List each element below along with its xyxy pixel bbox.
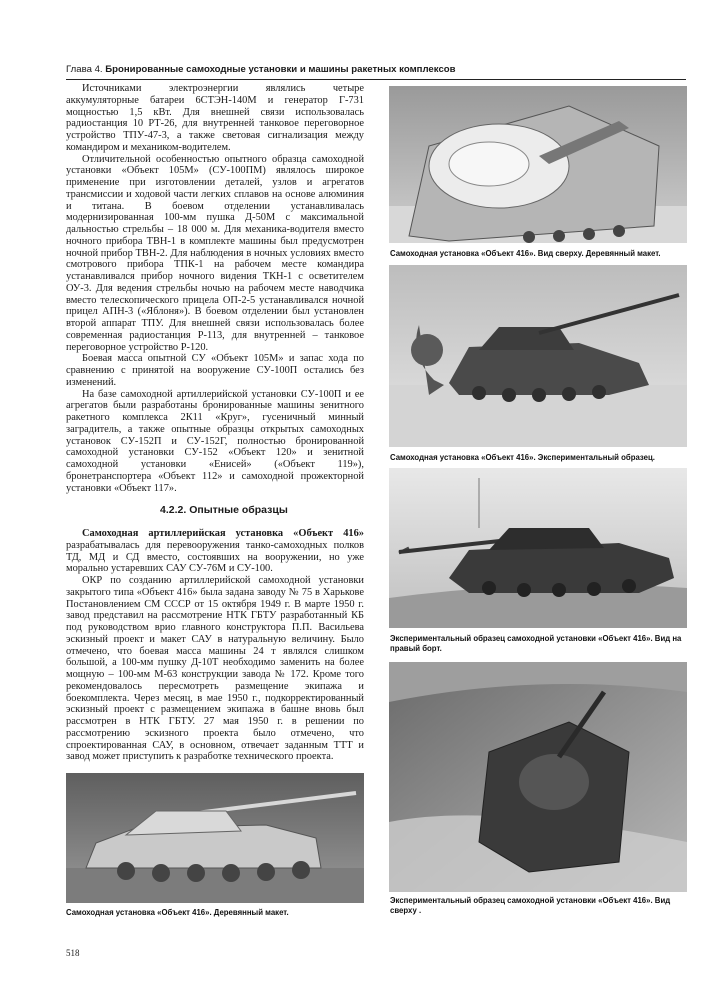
- caption-photo2: Самоходная установка «Объект 416». Экспериментальный образец.: [390, 453, 655, 462]
- caption-photo1: Самоходная установка «Объект 416». Вид сверху. Деревянный макет.: [390, 249, 661, 258]
- caption-photo3: Экспериментальный образец самоходной установки «Объект 416». Вид на правый борт.: [390, 634, 682, 653]
- section-title: 4.2.2. Опытные образцы: [160, 504, 288, 516]
- section-body-text: [66, 528, 364, 763]
- paragraph: Источниками электроэнергии являлись четыре аккумуляторные батареи 6СТЭН-140М и генератор Г-731 мощностью 1,5 кВт. Для внешней связи использовалась радиостанция 10 РТ-26, для внутренней танковое переговорное устройство ТПУ-47-3, а также световая сигнализация между командиром и механиком-водителем.: [66, 83, 364, 153]
- caption-photo5: Самоходная установка «Объект 416». Деревянный макет.: [66, 908, 289, 917]
- caption-photo4: Экспериментальный образец самоходной установки «Объект 416». Вид сверху .: [390, 896, 671, 915]
- photo-experimental-sample: [389, 265, 687, 447]
- chapter-number: Глава 4.: [66, 64, 103, 75]
- paragraph: ОКР по созданию артиллерийской самоходной установки закрытого типа «Объект 416» была задана заводу № 75 в Харькове Постановлением СМ СССР от 15 октября 1949 г. В марте 1950 г. завод представил на рассмотрение НТК ГБТУ разработанный КБ под руководством врио главного конструктора П.П. Васильева эскизный проект и макет САУ в натуральную величину. Было отмечено, что боевая масса машины 24 т являлся слишком большой, а 100-мм пушку Д-10Т необходимо заменить на более мощную – 100-мм М-63 конструкции завода № 172. Кроме того рекомендовалось пересмотреть размещение экипажа и боекомплекта. Через месяц, в мае 1950 г., подкорректированный эскизный проект с размещением экипажа в башне вновь был рассмотрен в НТК ГБТУ. 27 мая 1950 г. в решении по рассмотрению эскизного проекта было отмечено, что спроектированная САУ, в основном, отвечает заданным ТТТ и завод может приступить к разработке технического проекта.: [66, 575, 364, 763]
- chapter-title: Бронированные самоходные установки и машины ракетных комплексов: [105, 64, 456, 75]
- section-subtitle: Самоходная артиллерийская установка «Объект 416»: [82, 528, 364, 539]
- photo-wooden-mockup-side: [66, 773, 364, 903]
- paragraph: Отличительной особенностью опытного образца самоходной установки «Объект 105М» (СУ-100ПМ) являлось широкое применение при изготовлении деталей, узлов и агрегатов трансмиссии и ходовой части легких сплавов на основе алюминия и титана. В боевом отделении устанавливалась модернизированная 100-мм пушка Д-50М с максимальной дальностью стрельбы – 18 000 м. Для механика-водителя вместо ночного прибора ТВН-1 в комплекте машины был предусмотрен ночной прибор ТВН-2. Для наблюдения в ночных условиях вместо смотрового прибора ТПК-1 на рабочем месте командира устанавливался прибор ночного видения ТКН-1 с осветителем ОУ-3. Для ведения стрельбы ночью на рабочем месте наводчика вместо телескопического прицела ОП-2-5 устанавливался ночной прицел АПН-3 («Яблоня»). В боевом отделении был установлен второй аппарат ТПУ. Для внешней связи использовалась более современная радиостанция Р-113, для внутренней – танковое переговорное устройство Р-120.: [66, 153, 364, 353]
- paragraph: На базе самоходной артиллерийской установки СУ-100П и ее агрегатов были разработаны бронированные машины зенитного ракетного комплекса 2К11 «Круг», гусеничный минный заградитель, а также опытные образцы открытых самоходных установок СУ-152П и СУ-152Г, полностью бронированной самоходной установки СУ-152 «Объект 120» и зенитной самоходной установки «Енисей» («Объект 119»), бронетранспортера «Объект 112» и самоходной прожекторной установки «Объект 117».: [66, 388, 364, 494]
- left-column-text: [66, 83, 364, 494]
- photo-right-side-view: [389, 468, 687, 628]
- header-rule: [66, 79, 686, 80]
- paragraph-text: разрабатывалась для перевооружения танко-самоходных полков ТД, МД и СД вместо, состоявших на вооружении, но уже морально устаревших САУ СУ-76М и СУ-100.: [66, 539, 364, 575]
- photo-mockup-top-view: [389, 86, 687, 243]
- paragraph: Боевая масса опытной СУ «Объект 105М» и запас хода по сравнению с принятой на вооружение СУ-100П остались без изменений.: [66, 353, 364, 388]
- photo-top-view-experimental: [389, 662, 687, 892]
- page-number: 518: [66, 948, 80, 958]
- chapter-header: [66, 64, 686, 80]
- paragraph: [66, 528, 364, 575]
